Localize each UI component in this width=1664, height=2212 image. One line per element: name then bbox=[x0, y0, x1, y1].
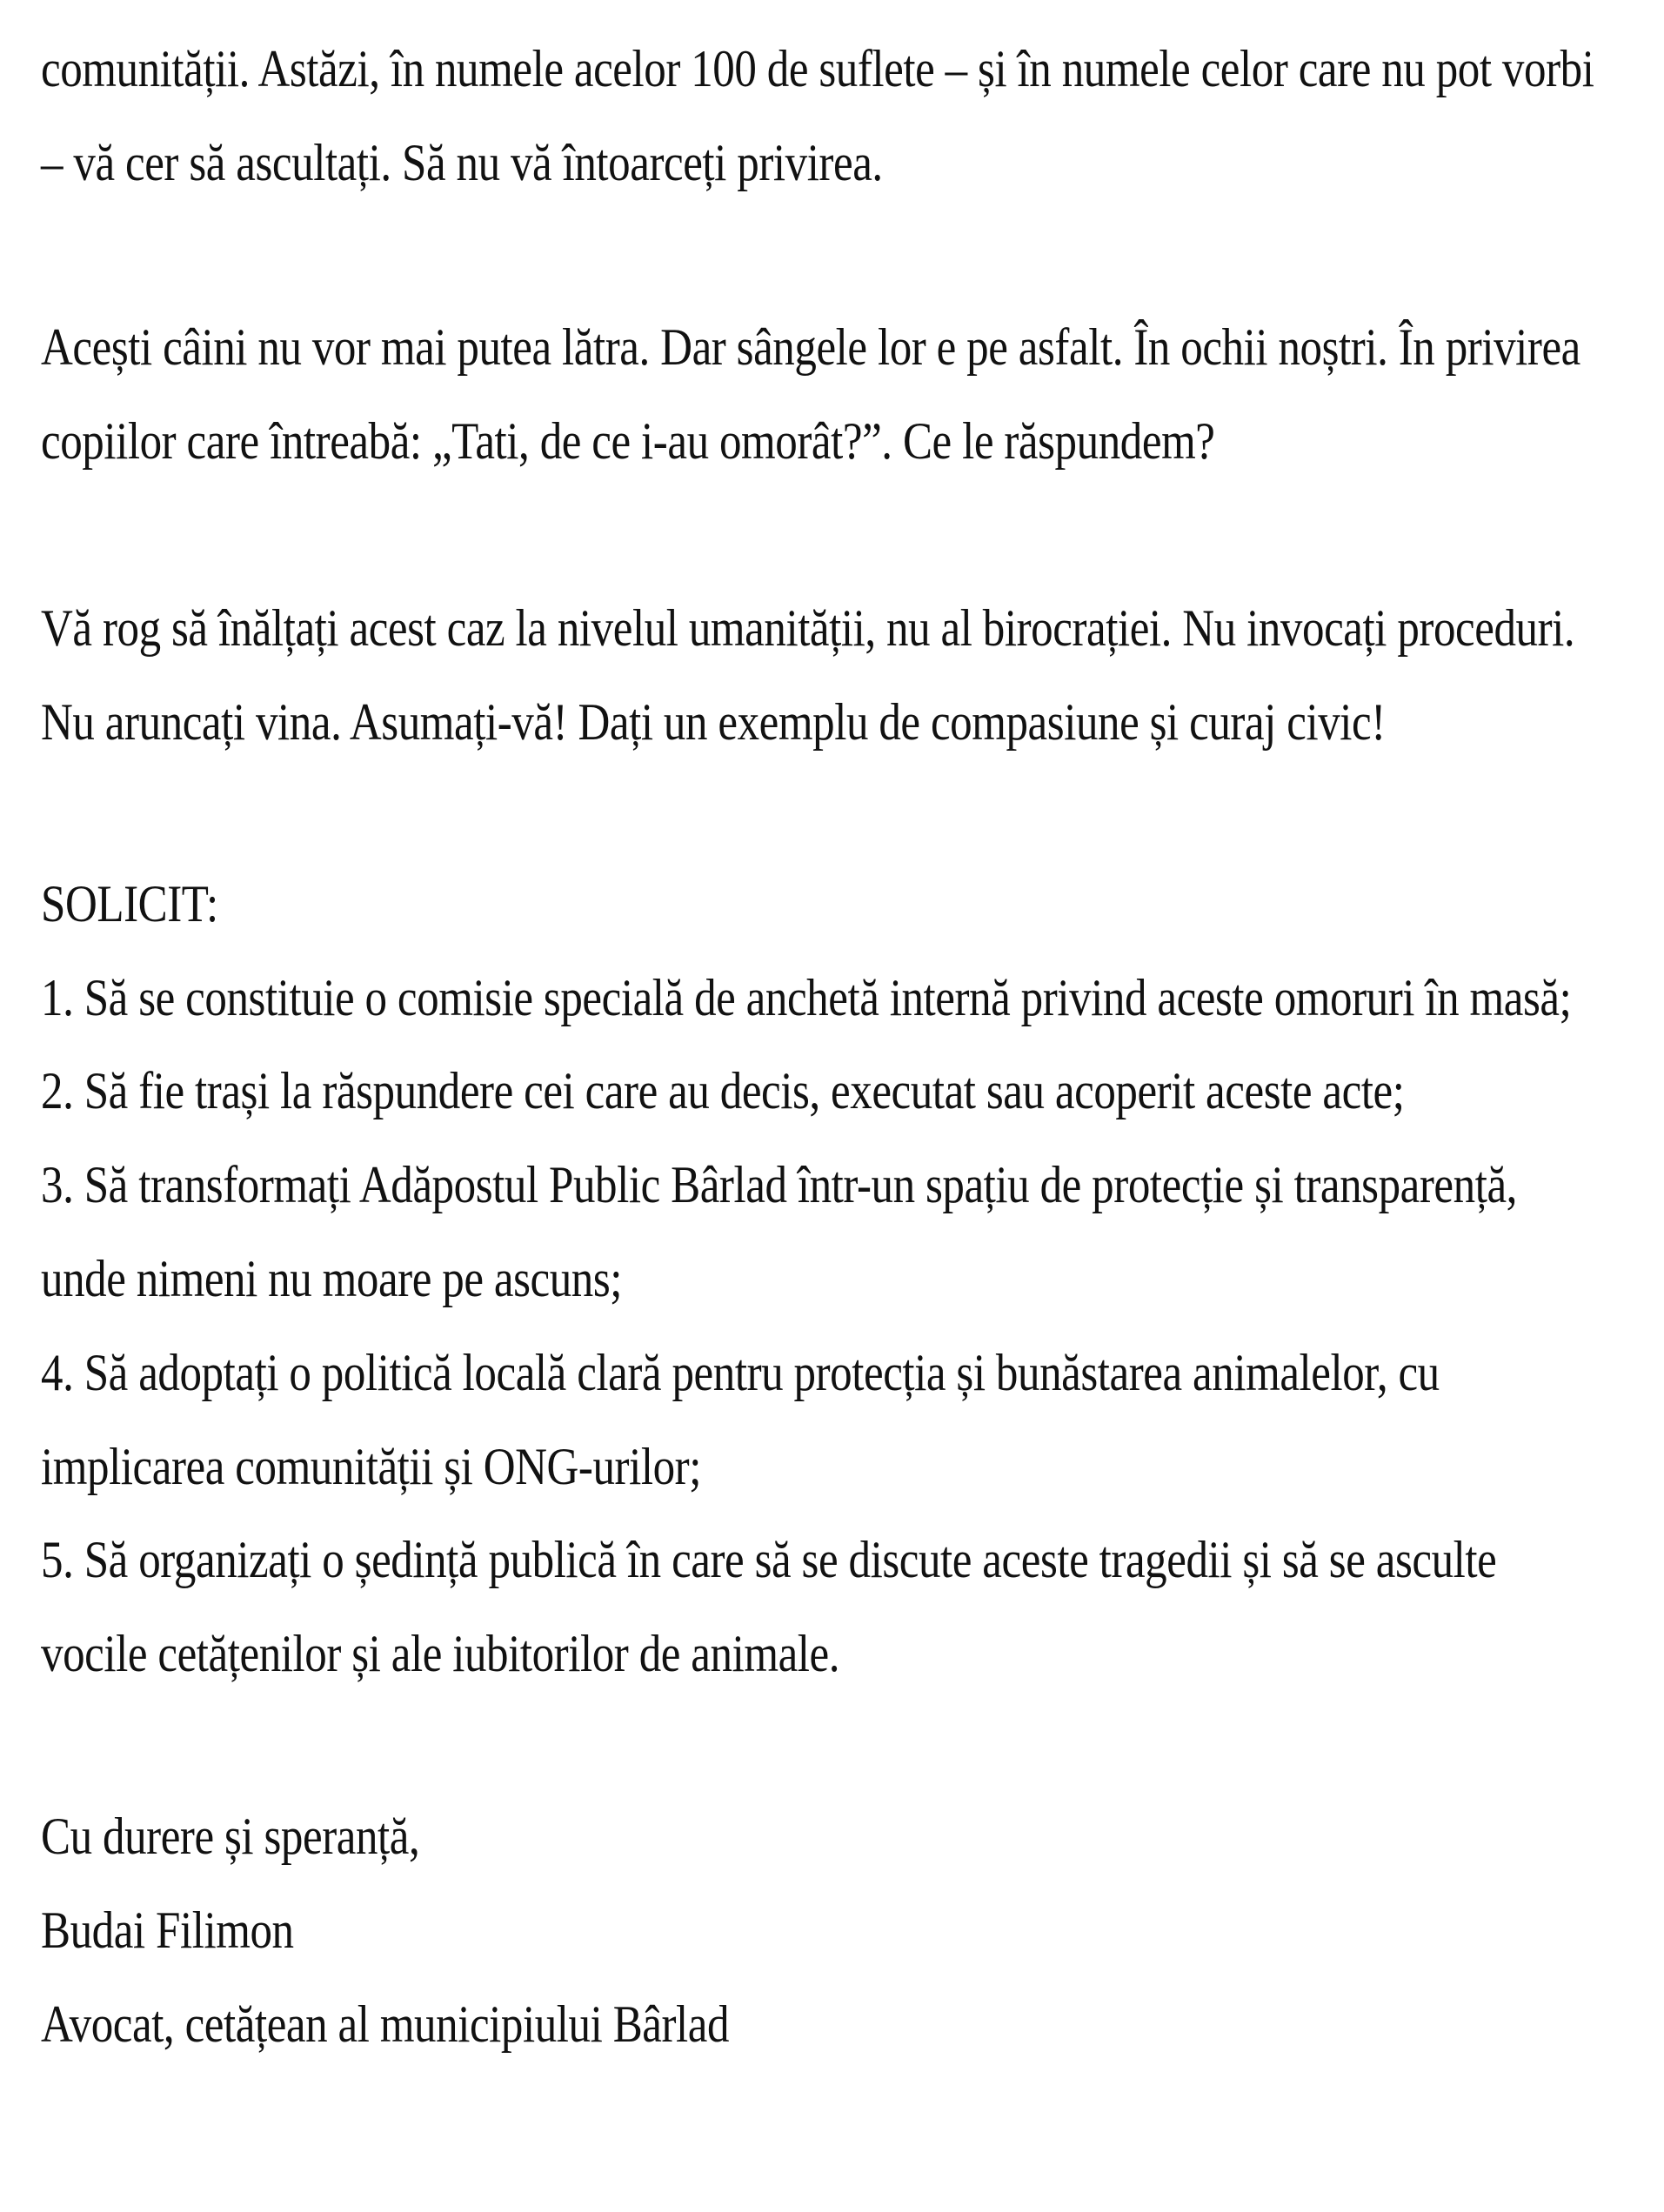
paragraph-3-line-1: Vă rog să înălțați acest caz la nivelul umanității, nu al birocrației. Nu invocați proceduri. bbox=[41, 599, 1575, 657]
request-item: 1. Să se constituie o comisie specială de anchetă internă privind aceste omoruri în masă; bbox=[41, 969, 1572, 1026]
paragraph-3-line-2: Nu aruncați vina. Asumați-vă! Dați un exemplu de compasiune și curaj civic! bbox=[41, 693, 1386, 751]
request-item-continuation: unde nimeni nu moare pe ascuns; bbox=[41, 1250, 623, 1307]
signature-closing: Cu durere și speranță, bbox=[41, 1808, 420, 1865]
paragraph-1-line-1: comunității. Astăzi, în numele acelor 100 de suflete – și în numele celor care nu pot vorbi bbox=[41, 40, 1594, 97]
request-item: 2. Să fie trași la răspundere cei care au decis, executat sau acoperit aceste acte; bbox=[41, 1062, 1405, 1119]
paragraph-2-line-2: copiilor care întreabă: „Tati, de ce i-au omorât?”. Ce le răspundem? bbox=[41, 412, 1215, 470]
signature-name: Budai Filimon bbox=[41, 1901, 294, 1959]
paragraph-1-line-2: – vă cer să ascultați. Să nu vă întoarceți privirea. bbox=[41, 134, 883, 191]
request-item-continuation: vocile cetățenilor și ale iubitorilor de animale. bbox=[41, 1625, 840, 1682]
request-item-continuation: implicarea comunității și ONG-urilor; bbox=[41, 1438, 701, 1495]
request-item: 4. Să adoptați o politică locală clară pentru protecția și bunăstarea animalelor, cu bbox=[41, 1344, 1440, 1401]
request-item: 5. Să organizați o ședință publică în care să se discute aceste tragedii și să se asculte bbox=[41, 1531, 1497, 1588]
paragraph-2-line-1: Acești câini nu vor mai putea lătra. Dar sângele lor e pe asfalt. În ochii noștri. În privirea bbox=[41, 318, 1580, 376]
request-item: 3. Să transformați Adăpostul Public Bârlad într-un spațiu de protecție și transparență, bbox=[41, 1156, 1518, 1213]
request-heading: SOLICIT: bbox=[41, 875, 218, 932]
signature-title: Avocat, cetățean al municipiului Bârlad bbox=[41, 1995, 730, 2053]
